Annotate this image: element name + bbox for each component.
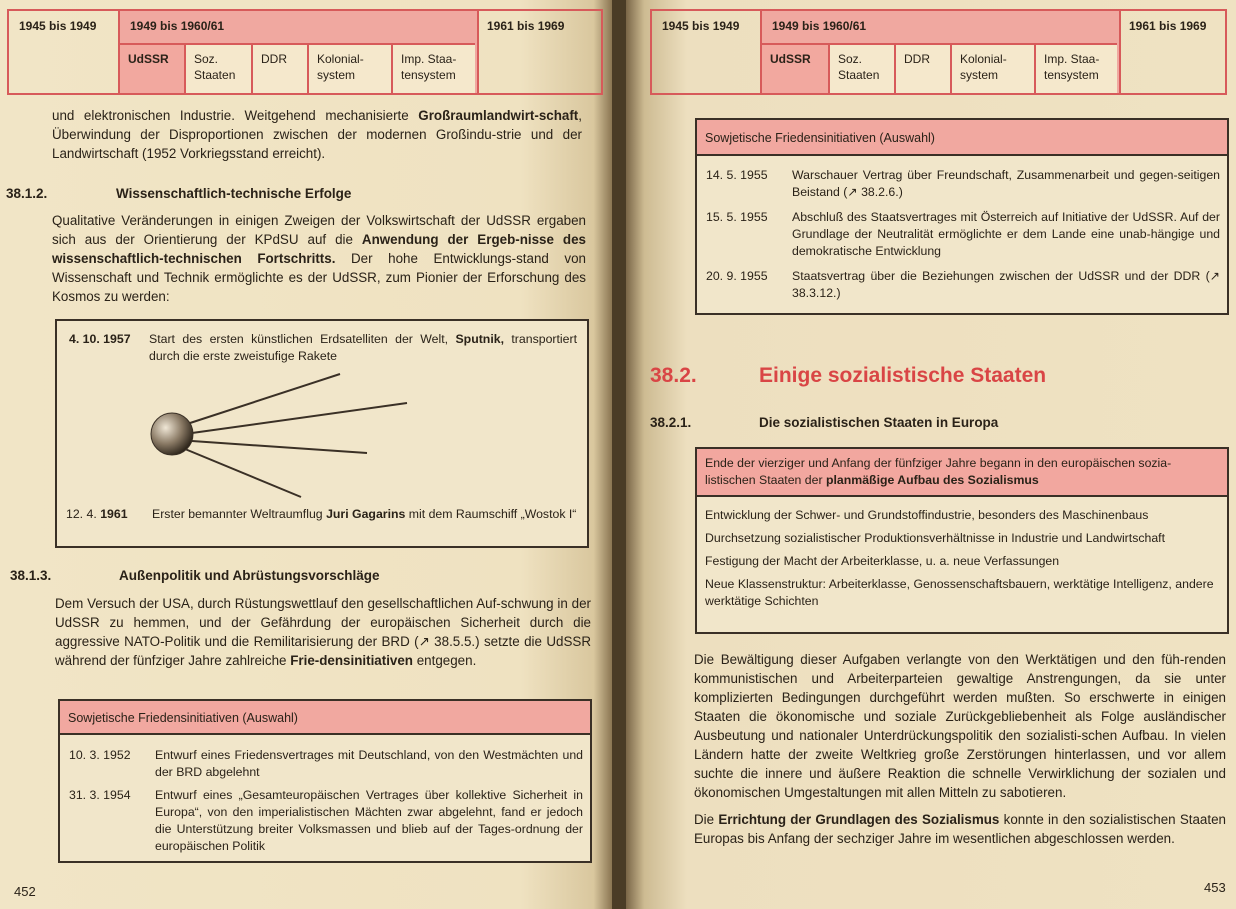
chapter-heading-38-2: 38.2. Einige sozialistische Staaten (650, 364, 1047, 387)
intro-paragraph: und elektronischen Industrie. Weitgehend mechanisierte Großraumlandwirt-schaft, Überwindung der Disproportionen zwischen der modernen Großindu-strie und der Landwirtschaft (1952 Vorkriegsstand erreicht). (52, 108, 582, 161)
box-header: Sowjetische Friedensinitiativen (Auswahl) (697, 120, 1227, 156)
task-item: Festigung der Macht der Arbeiterklasse, u. a. neue Verfassungen (705, 554, 1060, 568)
box-header: Ende der vierziger und Anfang der fünfziger Jahre begann in den europäischen sozia-listischen Staaten der planmäßige Aufbau des Sozialismus (697, 449, 1227, 497)
period-1961: 1961 bis 1969 (1129, 19, 1207, 33)
peace-initiatives-box-left: Sowjetische Friedensinitiativen (Auswahl) 10. 3. 1952 Entwurf eines Friedensvertrages mit Deutschland, von den Westmächten und der BRD abgelehnt 31. 3. 1954 Entwurf eines „Gesamteuropäischen Vertrages über kollektive Sicherheit in Europa“, von den imperialistischen Mächten zwar abgelehnt, fand er jedoch die Unterstützung breiter Volksmassen und blieb auf der Tages-ordnung der europäischen Politik (58, 699, 592, 863)
timeline-header (7, 9, 603, 95)
sub-imp-staatensystem: Imp. Staa-tensystem (1034, 43, 1117, 93)
sub-ddr: DDR (251, 43, 307, 93)
peace-initiatives-box-right: Sowjetische Friedensinitiativen (Auswahl) 14. 5. 1955 Warschauer Vertrag über Freundschaft, Zusammenarbeit und gegen-seitigen Beistand (↗ 38.2.6.) 15. 5. 1955 Abschluß des Staatsvertrages mit Österreich auf Initiative der UdSSR. Auf der Grundlage der Neutralität ermöglichte er dem Lande eine unab-hängige und demokratische Entwicklung 20. 9. 1955 Staatsvertrag über die Beziehungen zwischen der UdSSR und der DDR (↗ 38.3.12.) (695, 118, 1229, 315)
timeline-header (650, 9, 1227, 95)
section-heading-38-1-2: 38.1.2. Wissenschaftlich-technische Erfolge (6, 186, 352, 201)
sub-udssr: UdSSR (760, 43, 828, 93)
tasks-paragraph: Die Bewältigung dieser Aufgaben verlangte von den Werktätigen und den füh-renden kommunistischen und Arbeiterparteien gewaltige Anstrengungen, da sie unter komplizierten Bedingungen durchgeführt werden mußten. So erschwerte in einigen Staaten die ökonomische und soziale Zurückgebliebenheit als Folge ausländischer Ausbeutung und nationaler Unterdrückungspolitik den sozialisti-schen Aufbau. In vielen Ländern hatte der zweite Weltkrieg große Zerstörungen hinterlassen, und vor allem suchte die innere und äußere Reaktion die schnelle Verwirklichung der sozialen und ökonomischen Umgestaltungen mit allen Mitteln zu sabotieren. (694, 652, 1226, 800)
sub-soz-staaten: Soz. Staaten (828, 43, 894, 93)
period-1945: 1945 bis 1949 (662, 19, 740, 33)
left-page (0, 0, 612, 909)
sputnik-box: 4. 10. 1957 Start des ersten künstlichen Erdsatelliten der Welt, Sputnik, transportiert durch die erste zweistufige Rakete 12. 4. 1961 Erster bemannter Weltraumflug Juri Gagarins mit dem Raumschiff „Wostok I“ (55, 319, 589, 548)
book-gutter (612, 0, 626, 909)
task-item: Entwicklung der Schwer- und Grundstoffindustrie, besonders des Maschinenbaus (705, 508, 1149, 522)
sub-kolonialsystem: Kolonial-system (950, 43, 1034, 93)
period-1961: 1961 bis 1969 (487, 19, 565, 33)
box-header: Sowjetische Friedensinitiativen (Auswahl) (60, 701, 590, 735)
sputnik-illustration (137, 369, 437, 509)
sub-udssr: UdSSR (118, 43, 184, 93)
foundations-paragraph: Die Errichtung der Grundlagen des Sozialismus konnte in den sozialistischen Staaten Europas bis Anfang der sechziger Jahre im wesentlichen abgeschlossen werden. (694, 812, 1226, 846)
page-number-left: 452 (14, 884, 36, 899)
period-1949: 1949 bis 1960/61 (118, 11, 479, 93)
page-number-right: 453 (1204, 880, 1226, 895)
sub-kolonialsystem: Kolonial-system (307, 43, 391, 93)
foreign-policy-paragraph: Dem Versuch der USA, durch Rüstungswettlauf den gesellschaftlichen Auf-schwung in der UdSSR zu hemmen, und der Gefährdung der europäischen Sicherheit durch die aggressive NATO-Politik und die Remilitarisierung der BRD (↗ 38.5.5.) setzte die UdSSR während der fünfziger Jahre zahlreiche Frie-densinitiativen entgegen. (55, 596, 591, 668)
sub-imp-staatensystem: Imp. Staa-tensystem (391, 43, 475, 93)
sub-ddr: DDR (894, 43, 950, 93)
section-heading-38-2-1: 38.2.1. Die sozialistischen Staaten in Europa (650, 415, 999, 430)
period-1945: 1945 bis 1949 (19, 19, 97, 33)
period-1949: 1949 bis 1960/61 (760, 11, 1121, 93)
science-paragraph: Qualitative Veränderungen in einigen Zweigen der Volkswirtschaft der UdSSR ergaben sich aus der Orientierung der KPdSU auf die Anwendung der Ergeb-nisse des wissenschaftlich-technischen Fortschritts. Der hohe Entwicklungs-stand von Wissenschaft und Technik ermöglichte es der UdSSR, zum Pionier der Erforschung des Kosmos zu werden: (52, 213, 586, 304)
socialism-tasks-box (695, 447, 1229, 634)
task-item: Durchsetzung sozialistischer Produktionsverhältnisse in Industrie und Landwirtschaft (705, 531, 1165, 545)
right-page (626, 0, 1236, 909)
task-item: Neue Klassenstruktur: Arbeiterklasse, Genossenschaftsbauern, werktätige Intelligenz, andere werktätige Schichten (705, 577, 1214, 608)
section-heading-38-1-3: 38.1.3. Außenpolitik und Abrüstungsvorschläge (10, 568, 380, 583)
sub-soz-staaten: Soz. Staaten (184, 43, 251, 93)
